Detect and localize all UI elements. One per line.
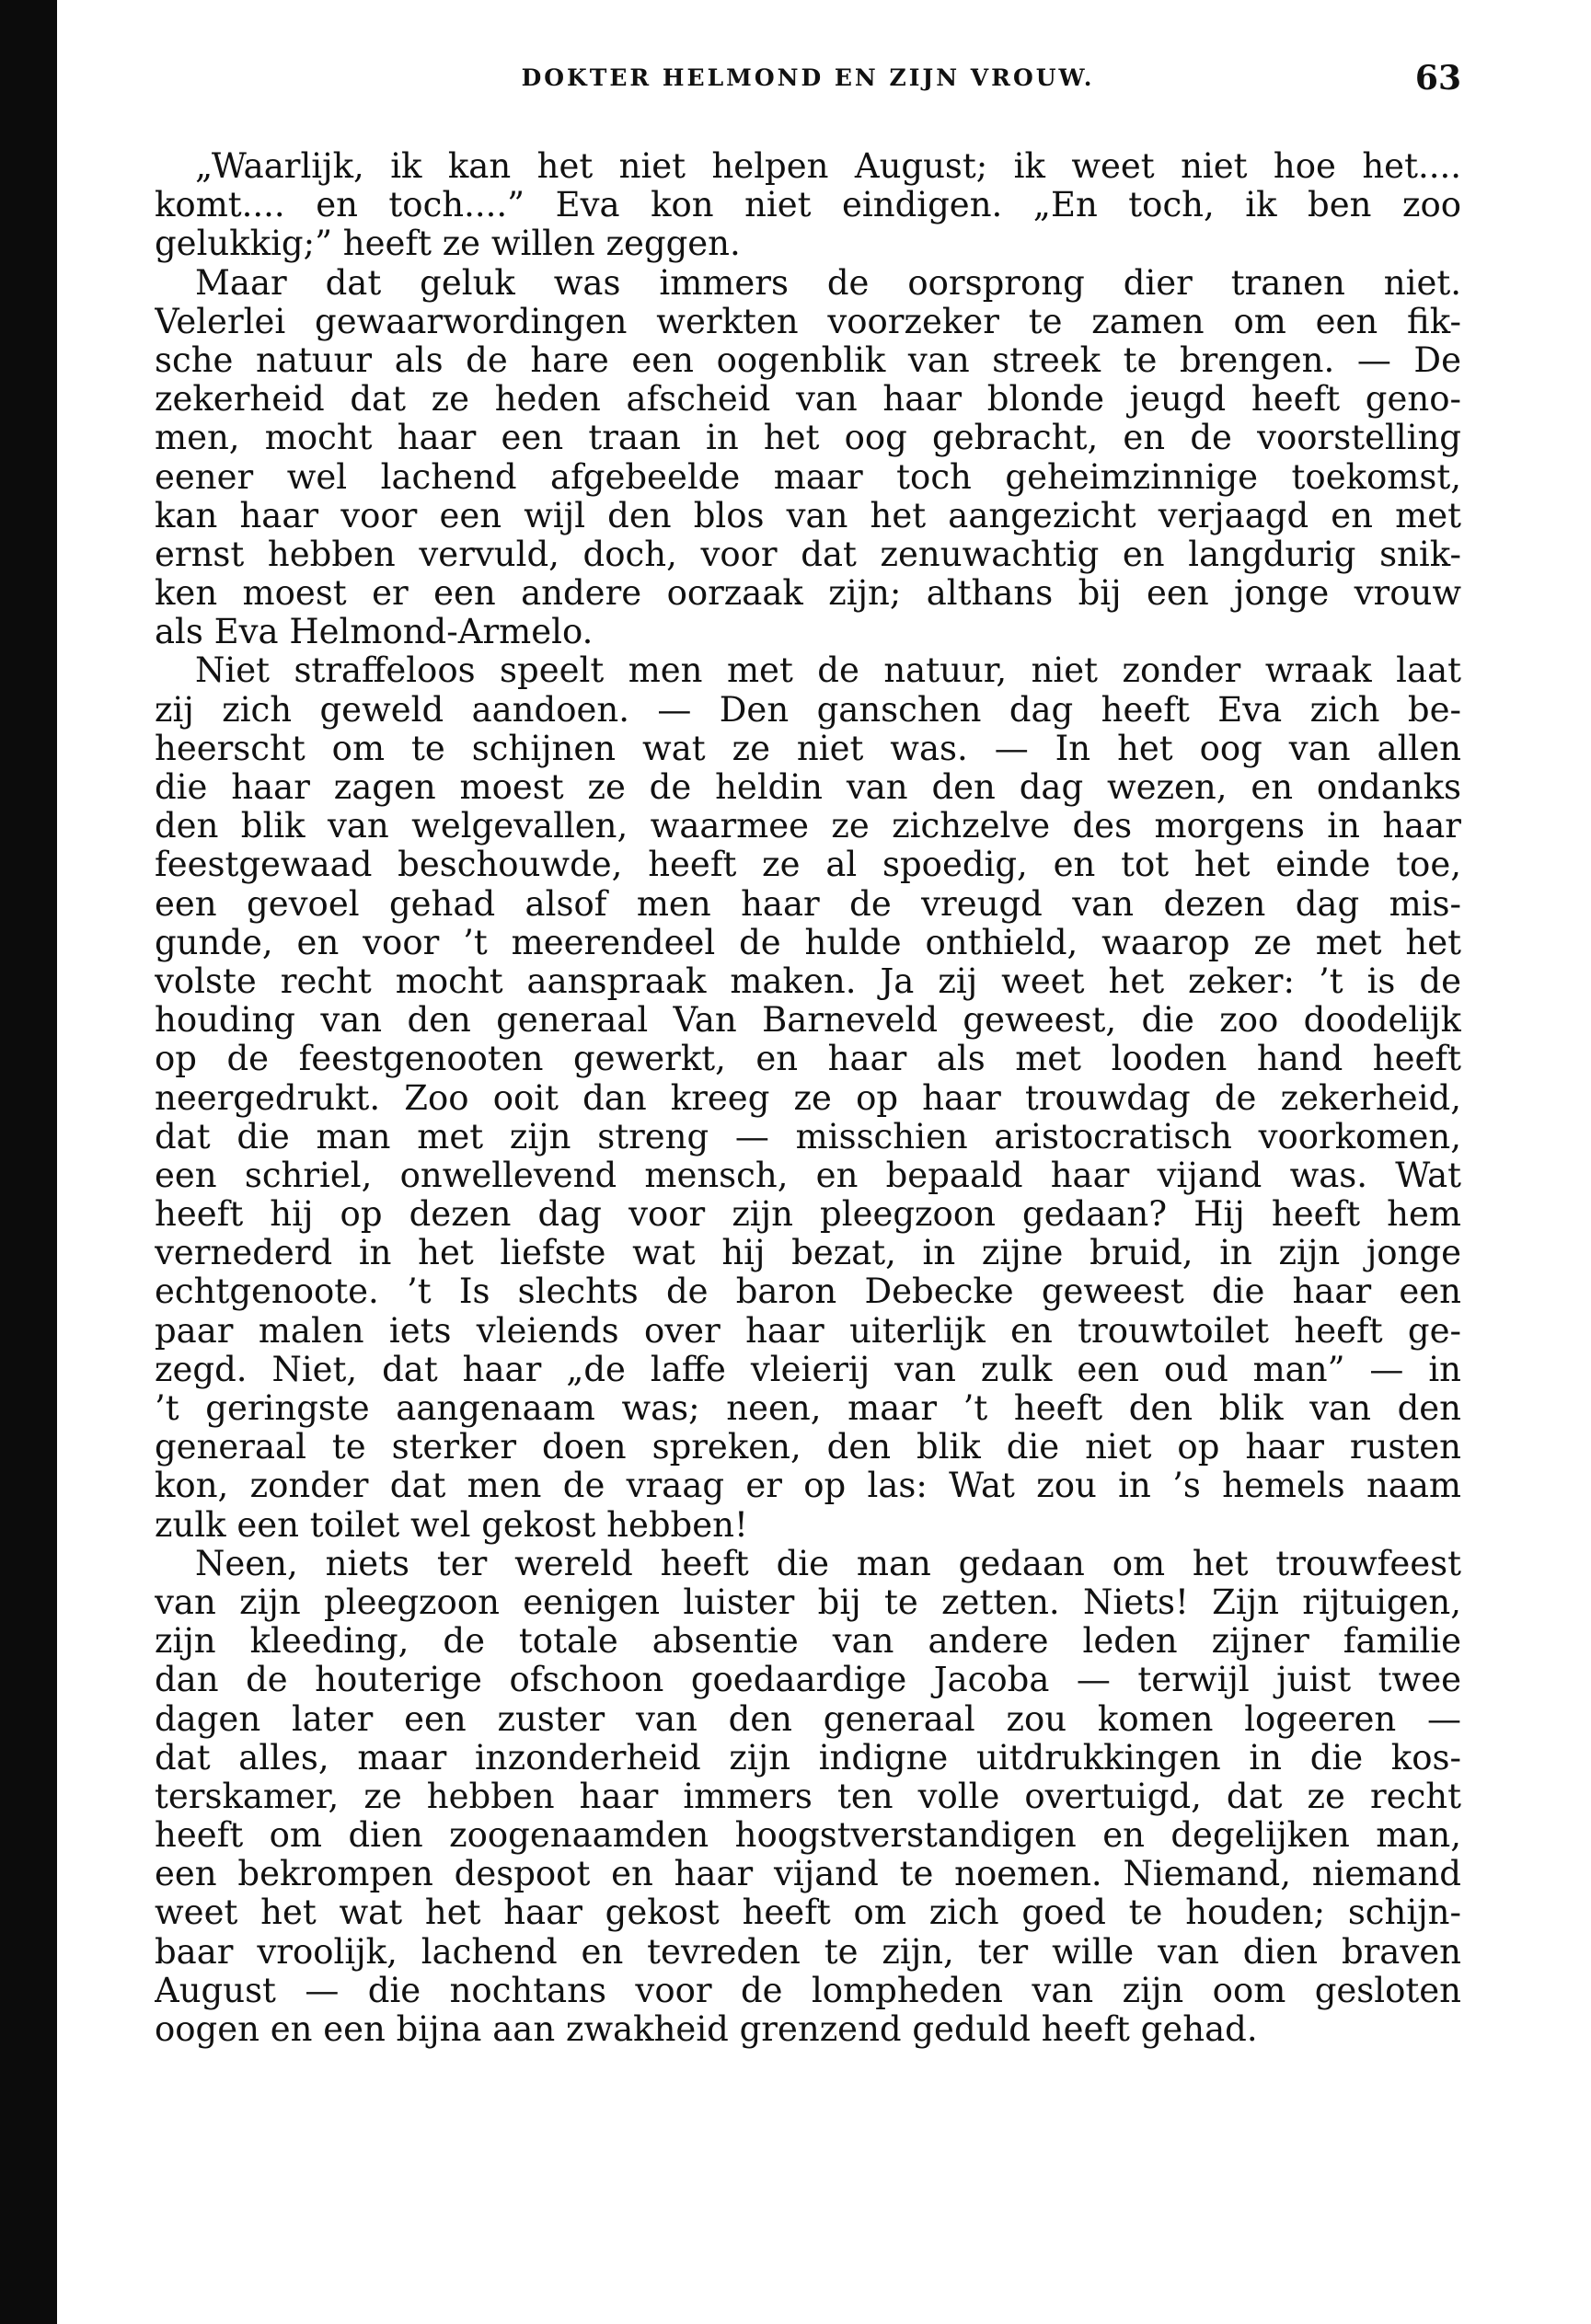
text-line: zekerheid dat ze heden afscheid van haar blonde jeugd heeft geno- (155, 380, 1461, 420)
text-line: sche natuur als de hare een oogenblik van streek te brengen. — De (155, 340, 1461, 380)
text-line: ’t geringste aangenaam was; neen, maar ’t heeft den blik van den (155, 1389, 1461, 1428)
text-line: feestgewaad beschouwde, heeft ze al spoedig, en tot het einde toe, (155, 846, 1461, 885)
text-line: houding van den generaal Van Barneveld geweest, die zoo doodelijk (155, 1001, 1461, 1041)
text-line: Neen, niets ter wereld heeft die man gedaan om het trouwfeest (195, 1544, 1461, 1583)
text-line: Maar dat geluk was immers de oorsprong dier tranen niet. (195, 263, 1461, 303)
paragraph (155, 147, 1461, 264)
text-line: terskamer, ze hebben haar immers ten volle overtuigd, dat ze recht (155, 1777, 1461, 1816)
text-line: op de feestgenooten gewerkt, en haar als met looden hand heeft (155, 1040, 1461, 1079)
text-line: vernederd in het liefste wat hij bezat, in zijne bruid, in zijn jonge (155, 1234, 1461, 1273)
text-line: komt.... en toch....” Eva kon niet eindigen. „En toch, ik ben zoo (155, 186, 1461, 225)
text-line: den blik van welgevallen, waarmee ze zichzelve des morgens in haar (155, 807, 1461, 846)
text-line: een gevoel gehad alsof men haar de vreugd van dezen dag mis- (155, 884, 1461, 924)
text-line: Velerlei gewaarwordingen werkten voorzeker te zamen om een fik- (155, 302, 1461, 341)
text-line: zij zich geweld aandoen. — Den ganschen dag heeft Eva zich be- (155, 690, 1461, 730)
paragraph (155, 1545, 1461, 2049)
text-line: heeft hij op dezen dag voor zijn pleegzoon gedaan? Hij heeft hem (155, 1195, 1461, 1235)
text-line: August — die nochtans voor de lompheden van zijn oom gesloten (155, 1971, 1461, 2010)
running-header (155, 59, 1461, 120)
body-text (155, 147, 1461, 2049)
text-line: oogen en een bijna aan zwakheid grenzend geduld heeft gehad. (155, 2010, 1258, 2049)
text-line: gunde, en voor ’t meerendeel de hulde onthield, waarop ze met het (155, 923, 1461, 962)
text-line: van zijn pleegzoon eenigen luister bij te zetten. Niets! Zijn rijtuigen, (155, 1582, 1461, 1622)
text-line: heeft om dien zoogenaamden hoogstverstandigen en degelijken man, (155, 1816, 1461, 1856)
text-line: kon, zonder dat men de vraag er op las: Wat zou in ’s hemels naam (155, 1467, 1461, 1506)
text-line: gelukkig;” heeft ze willen zeggen. (155, 224, 741, 264)
text-line: een bekrompen despoot en haar vijand te noemen. Niemand, niemand (155, 1855, 1461, 1894)
text-line: zijn kleeding, de totale absentie van andere leden zijner familie (155, 1622, 1461, 1662)
text-line: kan haar voor een wijl den blos van het aangezicht verjaagd en met (155, 496, 1461, 535)
text-line: baar vroolijk, lachend en tevreden te zijn, ter wille van dien braven (155, 1932, 1461, 1972)
text-line: eener wel lachend afgebeelde maar toch geheimzinnige toekomst, (155, 457, 1461, 497)
text-line: zegd. Niet, dat haar „de laffe vleierij van zulk een oud man” — in (155, 1350, 1461, 1389)
text-line: Niet straffeloos speelt men met de natuur, niet zonder wraak laat (195, 651, 1461, 691)
text-line: als Eva Helmond-Armelo. (155, 613, 594, 652)
running-title: DOKTER HELMOND EN ZIJN VROUW. (521, 64, 1095, 91)
text-line: heerscht om te schijnen wat ze niet was. — In het oog van allen (155, 729, 1461, 768)
page-number: 63 (1414, 59, 1461, 98)
text-line: neergedrukt. Zoo ooit dan kreeg ze op haar trouwdag de zekerheid, (155, 1078, 1461, 1118)
text-line: dan de houterige ofschoon goedaardige Jacoba — terwijl juist twee (155, 1661, 1461, 1700)
text-line: echtgenoote. ’t Is slechts de baron Debecke geweest die haar een (155, 1272, 1461, 1312)
text-line: zulk een toilet wel gekost hebben! (155, 1505, 748, 1545)
text-line: dagen later een zuster van den generaal zou komen logeeren — (155, 1699, 1461, 1739)
text-line: ken moest er een andere oorzaak zijn; althans bij een jonge vrouw (155, 574, 1461, 614)
text-line: generaal te sterker doen spreken, den blik die niet op haar rusten (155, 1428, 1461, 1467)
text-line: dat alles, maar inzonderheid zijn indigne uitdrukkingen in die kos- (155, 1738, 1461, 1778)
text-line: men, mocht haar een traan in het oog gebracht, en de voorstelling (155, 419, 1461, 458)
text-line: een schriel, onwellevend mensch, en bepaald haar vijand was. Wat (155, 1156, 1461, 1195)
scan-spine-shadow (0, 0, 57, 2324)
text-line: die haar zagen moest ze de heldin van den dag wezen, en ondanks (155, 768, 1461, 807)
text-line: ernst hebben vervuld, doch, voor dat zenuwachtig en langdurig snik- (155, 535, 1461, 574)
text-line: dat die man met zijn streng — misschien aristocratisch voorkomen, (155, 1117, 1461, 1156)
text-line: paar malen iets vleiends over haar uiterlijk en trouwtoilet heeft ge- (155, 1311, 1461, 1351)
paragraph (155, 264, 1461, 652)
paragraph (155, 651, 1461, 1544)
text-line: „Waarlijk, ik kan het niet helpen August; ik weet niet hoe het.... (195, 147, 1461, 186)
text-line: volste recht mocht aanspraak maken. Ja zij weet het zeker: ’t is de (155, 961, 1461, 1001)
book-page (155, 0, 1461, 2324)
text-line: weet het wat het haar gekost heeft om zich goed te houden; schijn- (155, 1893, 1461, 1933)
